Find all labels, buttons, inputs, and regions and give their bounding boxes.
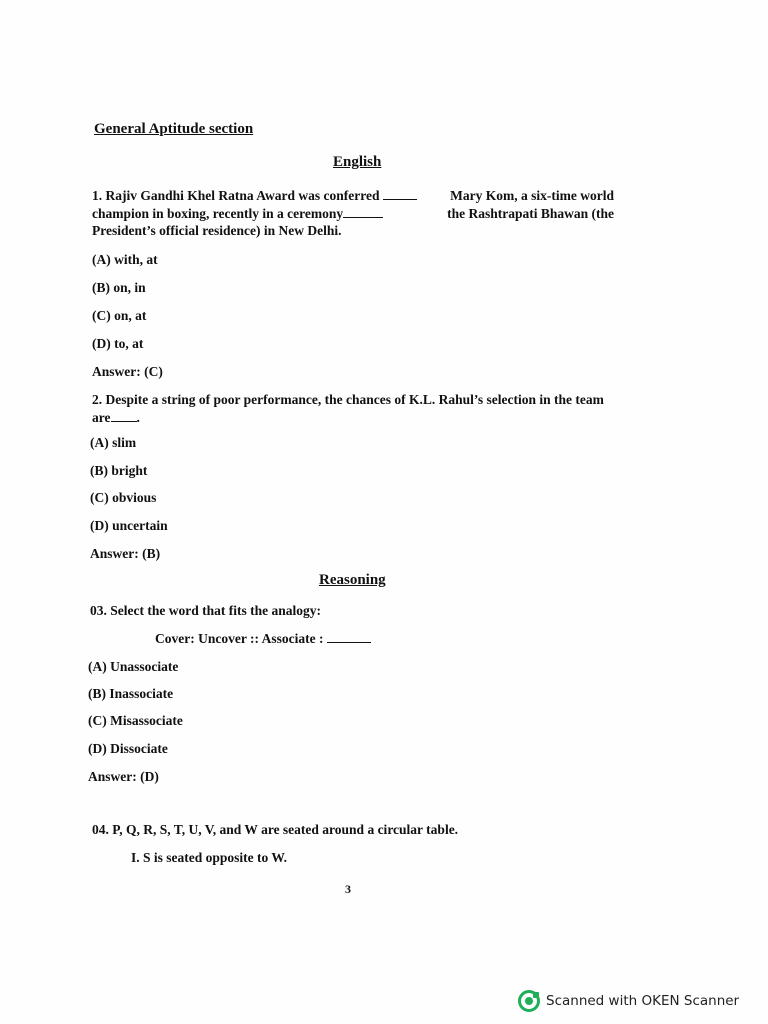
q1-line1-b: Mary Kom, a six-time world (450, 188, 614, 203)
q2-option-d: (D) uncertain (90, 518, 168, 533)
question-2-text (92, 391, 616, 426)
q3-blank (327, 630, 371, 643)
scanner-watermark-text: Scanned with OKEN Scanner (546, 993, 740, 1009)
q1-option-a: (A) with, at (92, 252, 158, 267)
q1-line3: President’s official residence) in New Delhi. (92, 223, 342, 238)
q3-prompt: 03. Select the word that fits the analogy: (90, 603, 321, 618)
q4-statement-1: I. S is seated opposite to W. (131, 850, 288, 865)
q1-line2-b: the Rashtrapati Bhawan (the (447, 205, 614, 221)
q3-analogy-text: Cover: Uncover :: Associate : (155, 631, 324, 646)
scanner-watermark (518, 990, 739, 1012)
q2-option-c: (C) obvious (90, 490, 157, 505)
q2-line2-a: are (92, 409, 111, 425)
q2-option-b: (B) bright (90, 463, 148, 478)
section-title: General Aptitude section (94, 121, 254, 137)
q1-blank-1 (383, 187, 417, 200)
reasoning-heading: Reasoning (319, 572, 386, 588)
q3-analogy (155, 630, 371, 647)
q1-option-c: (C) on, at (92, 308, 147, 323)
q3-answer: Answer: (D) (88, 769, 159, 784)
q1-answer: Answer: (C) (92, 364, 163, 379)
q2-line1: 2. Despite a string of poor performance, the chances of K.L. Rahul’s selection in the team (92, 392, 604, 407)
q4-prompt: 04. P, Q, R, S, T, U, V, and W are seated around a circular table. (92, 822, 459, 837)
q1-option-b: (B) on, in (92, 280, 146, 295)
q3-option-b: (B) Inassociate (88, 686, 174, 701)
q3-option-d: (D) Dissociate (88, 741, 168, 756)
q3-option-a: (A) Unassociate (88, 659, 179, 674)
question-1-text (92, 187, 614, 240)
page-number: 3 (345, 882, 351, 896)
q2-answer: Answer: (B) (90, 546, 161, 561)
q1-option-d: (D) to, at (92, 336, 144, 351)
q2-option-a: (A) slim (90, 435, 137, 450)
q1-line1-a: 1. Rajiv Gandhi Khel Ratna Award was conferred (92, 188, 380, 203)
english-heading: English (333, 154, 382, 170)
q1-blank-2 (343, 205, 383, 218)
q3-option-c: (C) Misassociate (88, 713, 183, 728)
oken-scanner-logo-icon (518, 990, 540, 1012)
q2-blank (111, 409, 137, 422)
q1-line2-a: champion in boxing, recently in a ceremony (92, 205, 344, 221)
q2-line2-b: . (136, 409, 140, 425)
